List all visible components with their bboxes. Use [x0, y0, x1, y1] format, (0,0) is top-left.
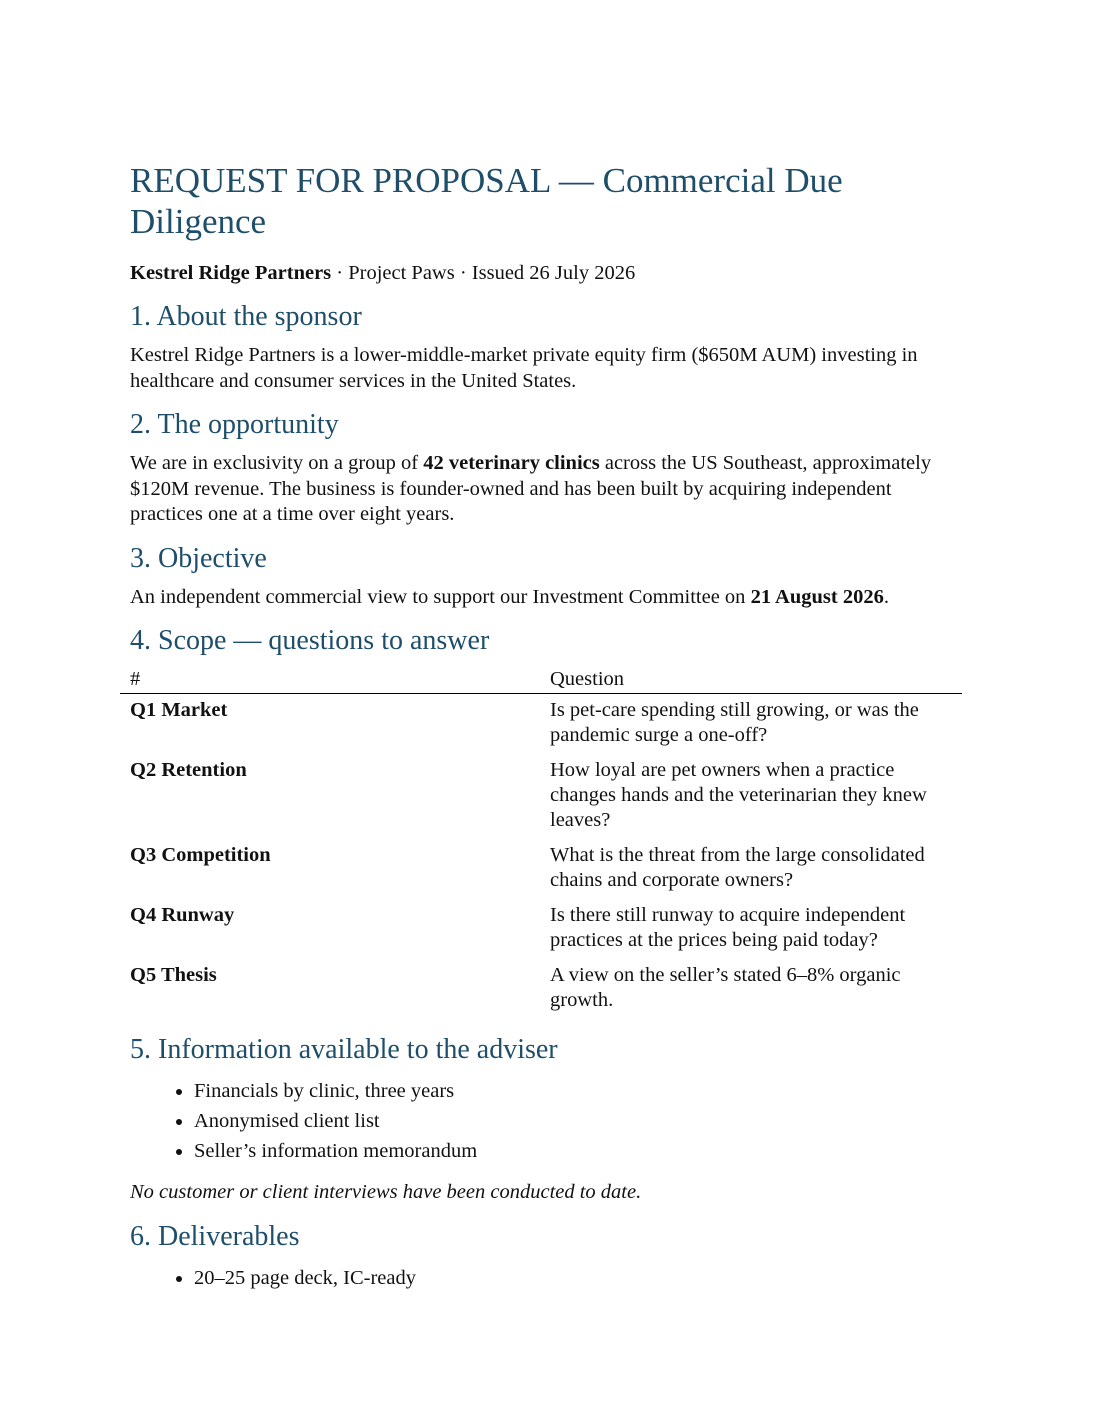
question-id: Q5 Thesis [130, 964, 217, 986]
question-text: Is there still runway to acquire independent practices at the prices being paid today? [550, 904, 906, 951]
section-heading-opportunity: 2. The opportunity [130, 409, 339, 440]
section-heading-information: 5. Information available to the adviser [130, 1034, 558, 1065]
question-id: Q2 Retention [130, 759, 247, 781]
question-text: What is the threat from the large consolidated chains and corporate owners? [550, 844, 925, 891]
opportunity-clinic-count: 42 veterinary clinics [423, 452, 600, 474]
table-row [120, 754, 962, 839]
section-heading-scope: 4. Scope — questions to answer [130, 625, 490, 656]
section-body-about: Kestrel Ridge Partners is a lower-middle-market private equity firm ($650M AUM) investing in healthcare and consumer services in the United States. [130, 344, 918, 392]
document-page [130, 160, 962, 1307]
document-title: REQUEST FOR PROPOSAL — Commercial Due Diligence [130, 161, 843, 241]
opportunity-text-start: We are in exclusivity on a group of [130, 452, 424, 474]
section-heading-about: 1. About the sponsor [130, 301, 362, 332]
table-row [120, 899, 962, 959]
sponsor-name: Kestrel Ridge Partners [130, 262, 332, 284]
question-text: A view on the seller’s stated 6–8% organic growth. [550, 964, 901, 1011]
scope-column-question: Question [540, 667, 962, 694]
question-text: Is pet-care spending still growing, or was the pandemic surge a one-off? [550, 699, 919, 746]
information-list [130, 1076, 962, 1166]
question-text: How loyal are pet owners when a practice changes hands and the veterinarian they knew leaves? [550, 759, 927, 831]
section-body-objective [130, 585, 962, 611]
table-row [120, 959, 962, 1019]
list-item: • Anonymised client list [194, 1106, 962, 1136]
question-id: Q1 Market [130, 699, 228, 721]
project-and-issue-date: · Project Paws · Issued 26 July 2026 [331, 262, 636, 284]
table-row [120, 694, 962, 755]
opportunity-text-end: across the US Southeast, approximately $120M revenue. The business is founder-owned and has been built by acquiring independent practices one at a time over eight years. [130, 452, 932, 525]
list-item: • 20–25 page deck, IC-ready [194, 1263, 962, 1293]
table-row [120, 839, 962, 899]
objective-ic-date: 21 August 2026 [750, 585, 884, 608]
deliverables-list [130, 1263, 962, 1293]
section-body-opportunity [130, 451, 962, 528]
document-meta [130, 260, 962, 286]
question-id: Q4 Runway [130, 904, 235, 926]
scope-table [120, 667, 962, 1019]
question-id: Q3 Competition [130, 844, 271, 866]
scope-column-number: # [120, 667, 540, 694]
objective-text-start: An independent commercial view to support our Investment Committee on [130, 585, 751, 608]
list-item: • Financials by clinic, three years [194, 1076, 962, 1106]
information-note: No customer or client interviews have been conducted to date. [130, 1181, 642, 1203]
list-item: • Seller’s information memorandum [194, 1136, 962, 1166]
section-heading-objective: 3. Objective [130, 542, 267, 574]
scope-table-header-row [120, 667, 962, 694]
objective-text-end: . [883, 585, 889, 608]
section-heading-deliverables: 6. Deliverables [130, 1220, 300, 1252]
